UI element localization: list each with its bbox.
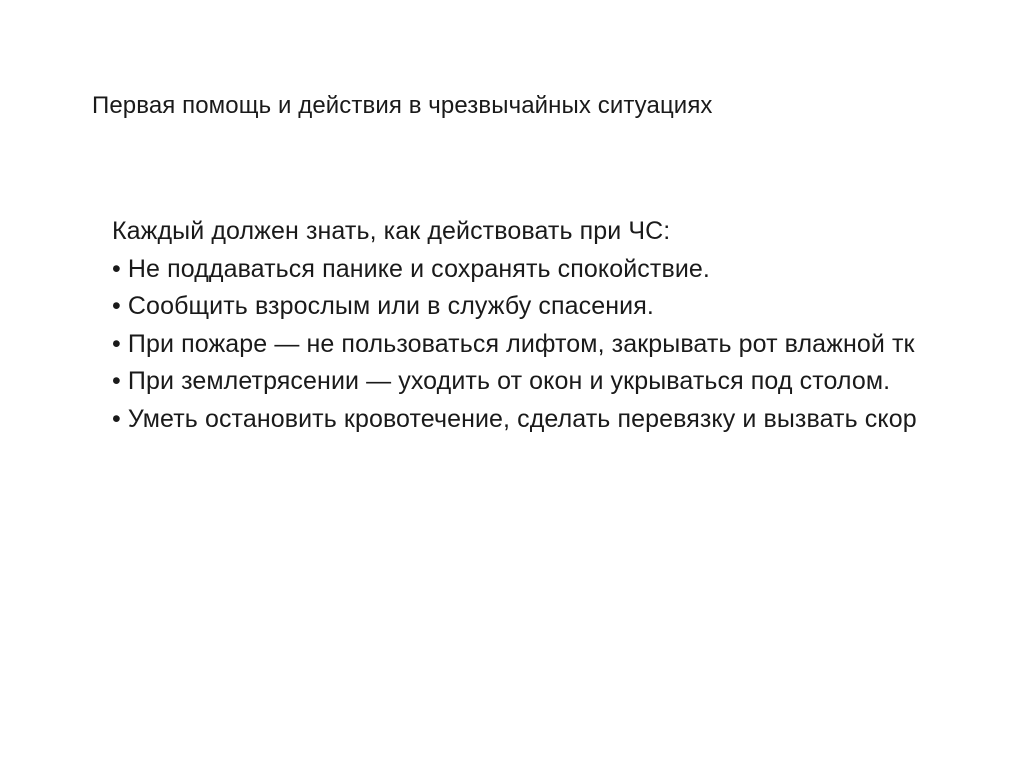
bullet-mark: • bbox=[112, 367, 121, 395]
bullet-item bbox=[112, 401, 1024, 439]
bullet-mark: • bbox=[112, 404, 121, 433]
bullet-text: Не поддаваться панике и сохранять спокойствие. bbox=[127, 254, 710, 283]
bullet-text: Уметь остановить кровотечение, сделать перевязку и вызвать скор bbox=[127, 404, 917, 433]
intro-text: Каждый должен знать, как действовать при ЧС: bbox=[112, 217, 671, 245]
bullet-text: При землетрясении — уходить от окон и укрываться под столом. bbox=[127, 367, 891, 395]
bullet-mark: • bbox=[112, 254, 121, 283]
slide-title: Первая помощь и действия в чрезвычайных ситуациях bbox=[92, 92, 713, 119]
bullet-item bbox=[112, 363, 1024, 401]
slide-body bbox=[112, 213, 1024, 438]
bullet-mark: • bbox=[112, 329, 121, 358]
bullet-item bbox=[112, 326, 1024, 364]
bullet-item bbox=[112, 288, 1024, 326]
bullet-text: При пожаре — не пользоваться лифтом, закрывать рот влажной тк bbox=[127, 329, 915, 358]
bullet-item bbox=[112, 251, 1024, 289]
bullet-text: Сообщить взрослым или в службу спасения. bbox=[127, 292, 654, 320]
bullet-mark: • bbox=[112, 292, 121, 320]
